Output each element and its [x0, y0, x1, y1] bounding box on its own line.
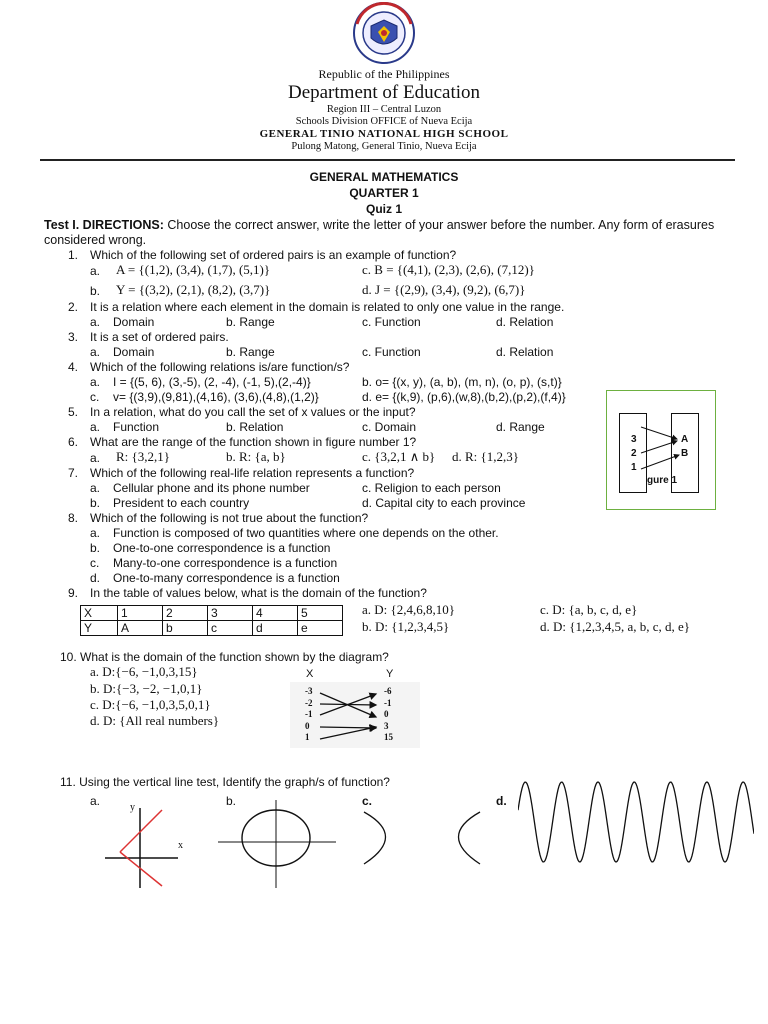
- school-name: GENERAL TINIO NATIONAL HIGH SCHOOL: [259, 128, 509, 140]
- choice-b: b. R: {a, b}: [226, 449, 286, 464]
- graph-a: [100, 798, 195, 890]
- choice-letter: a.: [90, 264, 101, 278]
- question-number: 3.: [68, 330, 79, 344]
- table-cell: 2: [163, 606, 208, 621]
- figure-domain-value: 2: [631, 448, 637, 459]
- axis-x-label: x: [178, 840, 183, 851]
- choice-d: d. Range: [496, 420, 545, 434]
- table-cell: b: [163, 621, 208, 636]
- question-stem: Which of the following real-life relation represents a function?: [90, 466, 415, 480]
- choice-letter: a.: [90, 375, 101, 389]
- choice-d: d. D: {1,2,3,4,5, a, b, c, d, e}: [540, 619, 691, 634]
- question-number: 1.: [68, 248, 79, 262]
- graph-d: [518, 776, 754, 868]
- choice-b: b. Range: [226, 315, 275, 329]
- choice-letter: b.: [90, 541, 101, 555]
- graph-b-label: b.: [226, 794, 237, 808]
- graph-b: [218, 800, 338, 890]
- question-stem: In a relation, what do you call the set of x values or the input?: [90, 405, 416, 419]
- choice-c: c. Domain: [362, 420, 417, 434]
- question-stem: What are the range of the function shown in figure number 1?: [90, 435, 417, 449]
- figure-domain-value: 1: [631, 462, 637, 473]
- diagram-x-value: 0: [305, 720, 310, 731]
- choice-letter: d.: [90, 571, 101, 585]
- table-cell: c: [208, 621, 253, 636]
- directions-text: Choose the correct answer, write the letter of your answer before the number. Any form of erasures: [167, 218, 715, 232]
- sine-curve: [518, 782, 754, 862]
- choice-c: Many-to-one correspondence is a function: [113, 556, 338, 570]
- choice-d: d. Relation: [496, 345, 554, 359]
- table-cell: d: [253, 621, 298, 636]
- school-address: Pulong Matong, General Tinio, Nueva Ecija: [291, 141, 477, 152]
- choice-a: Cellular phone and its phone number: [113, 481, 310, 495]
- choice-d: d. J = {(2,9), (3,4), (9,2), (6,7)}: [362, 282, 526, 297]
- choice-letter: c.: [90, 390, 100, 404]
- table-cell: 4: [253, 606, 298, 621]
- choice-letter: a.: [90, 451, 101, 465]
- diagram-x-value: 1: [305, 732, 310, 742]
- choice-letter: a.: [90, 315, 101, 329]
- question-stem: Which of the following set of ordered pairs is an example of function?: [90, 248, 457, 262]
- question-number: 9.: [68, 586, 79, 600]
- choice-d: One-to-many correspondence is a function: [113, 571, 340, 585]
- question-stem: It is a set of ordered pairs.: [90, 330, 229, 344]
- table-cell: A: [118, 621, 163, 636]
- choice-letter: a.: [90, 481, 101, 495]
- choice-b: President to each country: [113, 496, 250, 510]
- diagram-y-value: 3: [384, 720, 389, 731]
- table-cell: Y: [81, 621, 118, 636]
- table-row: [81, 621, 343, 636]
- choice-letter: b.: [90, 284, 101, 298]
- choice-a: a. D: {2,4,6,8,10}: [362, 602, 455, 617]
- choice-b: b. D: {1,2,3,4,5}: [362, 619, 450, 634]
- diagram-y-value: -1: [384, 697, 392, 708]
- choice-a: a. D:{−6, −1,0,3,15}: [90, 664, 198, 679]
- choice-a: Function: [113, 420, 160, 434]
- values-table: [80, 605, 343, 636]
- question-stem: It is a relation where each element in the domain is related to only one value in the range.: [90, 300, 565, 314]
- choice-a: R: {3,2,1}: [116, 449, 171, 464]
- graph-c-label: c.: [362, 794, 373, 808]
- choice-a: A = {(1,2), (3,4), (1,7), (5,1)}: [116, 262, 271, 277]
- diagram-x-value: -3: [305, 686, 313, 696]
- figure-1: [606, 390, 716, 510]
- choice-c: c. D:{−6, −1,0,3,5,0,1}: [90, 697, 211, 712]
- question-stem: Which of the following relations is/are function/s?: [90, 360, 350, 374]
- graph-a-label: a.: [90, 794, 101, 808]
- question-stem: 10. What is the domain of the function shown by the diagram?: [60, 650, 389, 664]
- graph-d-label: d.: [496, 794, 507, 808]
- question-number: 2.: [68, 300, 79, 314]
- diagram-y-value: 0: [384, 709, 389, 719]
- directions: [44, 218, 714, 232]
- choice-a: Domain: [113, 345, 155, 359]
- choice-d: d. R: {1,2,3}: [452, 449, 520, 464]
- diagram-x-value: -2: [305, 697, 313, 708]
- choice-letter: b.: [90, 496, 101, 510]
- mapping-diagram: [290, 682, 420, 748]
- diagram-y-value: -6: [384, 686, 392, 696]
- choice-letter: a.: [90, 526, 101, 540]
- choice-b: One-to-one correspondence is a function: [113, 541, 331, 555]
- question-number: 8.: [68, 511, 79, 525]
- choice-c: c. Function: [362, 345, 421, 359]
- diagram-y-value: 15: [384, 732, 393, 742]
- question-number: 5.: [68, 405, 79, 419]
- table-cell: 3: [208, 606, 253, 621]
- choice-b: b. o= {(x, y), (a, b), (m, n), (o, p), (s,t)}: [362, 375, 562, 389]
- figure-domain-value: 3: [631, 434, 637, 445]
- question-stem: In the table of values below, what is the domain of the function?: [90, 586, 427, 600]
- quarter-title: QUARTER 1: [349, 186, 419, 200]
- deped-seal: [344, 2, 424, 64]
- choice-letter: a.: [90, 420, 101, 434]
- question-stem: Which of the following is not true about the function?: [90, 511, 369, 525]
- region-text: Region III – Central Luzon: [326, 104, 442, 115]
- choice-b: Y = {(3,2), (2,1), (8,2), (3,7)}: [116, 282, 271, 297]
- question-number: 7.: [68, 466, 79, 480]
- question-number: 4.: [68, 360, 79, 374]
- choice-c: c. Religion to each person: [362, 481, 501, 495]
- choice-c: c. D: {a, b, c, d, e}: [540, 602, 638, 617]
- choice-b: b. Relation: [226, 420, 284, 434]
- header-divider: [40, 159, 735, 161]
- axis-y-label: y: [130, 802, 135, 813]
- division-text: Schools Division OFFICE of Nueva Ecija: [295, 116, 473, 127]
- choice-a: Function is composed of two quantities where one depends on the other.: [113, 526, 499, 540]
- table-row: [81, 606, 343, 621]
- table-cell: 1: [118, 606, 163, 621]
- directions-text-cont: considered wrong.: [44, 233, 147, 247]
- table-cell: X: [81, 606, 118, 621]
- quiz-title: Quiz 1: [365, 202, 402, 216]
- choice-c: c. Function: [362, 315, 421, 329]
- question-stem: 11. Using the vertical line test, Identify the graph/s of function?: [60, 775, 390, 789]
- choice-a: Domain: [113, 315, 155, 329]
- diagram-y-heading: Y: [386, 668, 394, 680]
- choice-c: c. B = {(4,1), (2,3), (2,6), (7,12)}: [362, 262, 535, 277]
- diagram-x-heading: X: [306, 668, 314, 680]
- republic-text: Republic of the Philippines: [318, 67, 450, 81]
- figure-range-value: A: [681, 434, 689, 445]
- choice-b: b. Range: [226, 345, 275, 359]
- choice-letter: a.: [90, 345, 101, 359]
- choice-d: d. Capital city to each province: [362, 496, 526, 510]
- directions-label: Test I. DIRECTIONS:: [44, 218, 164, 232]
- choice-b: b. D:{−3, −2, −1,0,1}: [90, 681, 203, 696]
- choice-letter: c.: [90, 556, 100, 570]
- choice-d: d. Relation: [496, 315, 554, 329]
- subject-title: GENERAL MATHEMATICS: [309, 170, 459, 184]
- choice-d: d. e= {(k,9), (p,6),(w,8),(b,2),(p,2),(f,4)}: [362, 390, 566, 404]
- table-cell: e: [298, 621, 343, 636]
- graph-c: [362, 808, 482, 868]
- question-number: 6.: [68, 435, 79, 449]
- choice-c: v= {(3,9),(9,81),(4,16), (3,6),(4,8),(1,2)}: [113, 390, 319, 404]
- figure-range-value: B: [681, 448, 689, 459]
- table-cell: 5: [298, 606, 343, 621]
- department-name: Department of Education: [287, 82, 481, 103]
- choice-d: d. D: {All real numbers}: [90, 713, 220, 728]
- figure-caption: gure 1: [647, 475, 678, 486]
- choice-c: c. {3,2,1 ∧ b}: [362, 449, 436, 464]
- choice-a: I = {(5, 6), (3,-5), (2, -4), (-1, 5),(2,-4)}: [113, 375, 311, 389]
- diagram-x-value: -1: [305, 709, 313, 719]
